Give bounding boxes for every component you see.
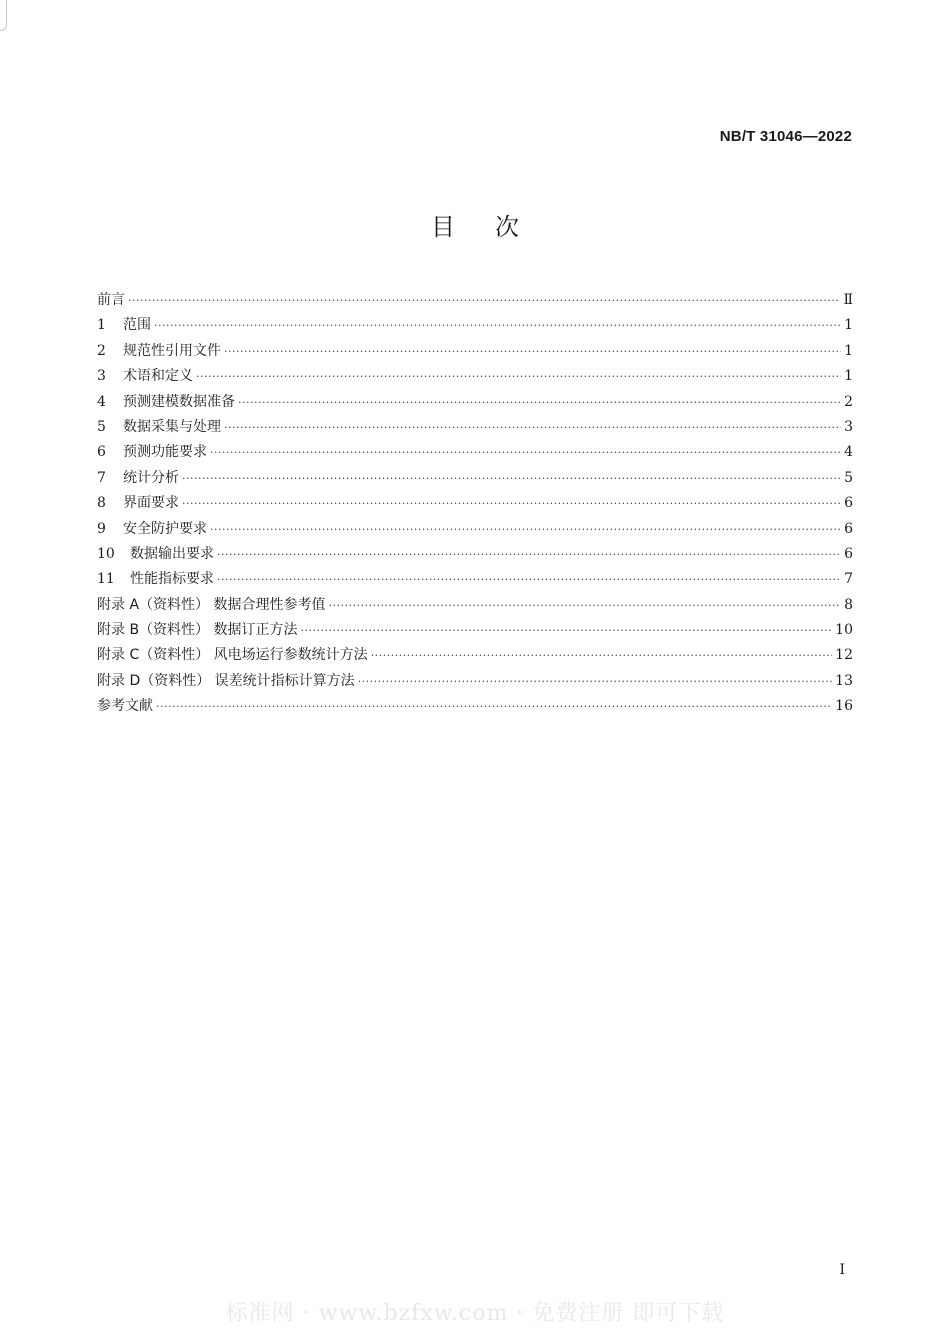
toc-entry-number: 11 [97,571,115,588]
toc-entry-label: 数据输出要求 [130,545,214,562]
toc-entry[interactable] [97,491,853,516]
toc-entry-page: 1 [844,342,853,359]
toc-entry-page: 13 [835,672,853,689]
toc-entry[interactable] [97,643,853,668]
toc-entry-label: 预测建模数据准备 [123,393,235,410]
toc-dot-leader [196,364,841,389]
table-of-contents [97,288,853,720]
toc-entry-page: 7 [844,571,853,588]
toc-entry[interactable] [97,567,853,592]
toc-entry-page: 10 [835,622,853,639]
toc-entry-label: 界面要求 [123,495,179,512]
toc-entry-label: 范围 [123,317,151,334]
toc-entry-label: 统计分析 [123,469,179,486]
toc-entry-page: 3 [844,418,853,435]
toc-entry-number: 2 [97,342,106,359]
toc-entry-number: 8 [97,495,106,512]
toc-dot-leader [128,288,840,313]
toc-entry[interactable] [97,440,853,465]
toc-entry[interactable] [97,694,853,719]
toc-dot-leader [371,643,832,668]
toc-entry-page: Ⅱ [843,292,853,308]
toc-entry-page: 8 [844,596,853,613]
page-number: I [839,1262,845,1278]
toc-entry-label: 附录 A（资料性） 数据合理性参考值 [97,596,326,613]
toc-dot-leader [156,694,832,719]
toc-entry[interactable] [97,669,853,694]
toc-entry-number: 7 [97,469,106,486]
toc-entry-number: 9 [97,520,106,537]
toc-dot-leader [182,466,841,491]
toc-dot-leader [238,390,841,415]
toc-dot-leader [328,593,841,618]
toc-entry-number: 4 [97,393,106,410]
toc-entry-label: 安全防护要求 [123,520,207,537]
toc-dot-leader [224,415,841,440]
toc-entry[interactable] [97,542,853,567]
scan-corner-mark [0,0,7,31]
toc-entry-number: 3 [97,368,106,385]
page-title: 目次 [431,213,559,241]
toc-entry-number: 5 [97,418,106,435]
footer-watermark: 标准网 · www.bzfxw.com · 免费注册 即可下载 [225,1301,725,1326]
toc-dot-leader [358,669,832,694]
toc-entry-label: 术语和定义 [123,368,193,385]
toc-entry-page: 6 [844,545,853,562]
toc-entry-page: 5 [844,469,853,486]
toc-dot-leader [210,440,841,465]
toc-entry[interactable] [97,618,853,643]
toc-entry[interactable] [97,313,853,338]
toc-entry-page: 1 [844,368,853,385]
toc-dot-leader [217,542,841,567]
toc-dot-leader [182,491,841,516]
toc-entry[interactable] [97,593,853,618]
standard-code: NB/T 31046—2022 [719,128,852,145]
toc-entry[interactable] [97,390,853,415]
toc-entry-label: 前言 [97,292,125,308]
toc-entry-number: 10 [97,545,115,562]
toc-entry-number: 1 [97,317,106,334]
toc-entry[interactable] [97,288,853,313]
toc-dot-leader [154,313,841,338]
toc-entry-page: 2 [844,393,853,410]
toc-entry-label: 数据采集与处理 [123,418,221,435]
toc-entry-page: 12 [835,647,853,664]
toc-entry-label: 参考文献 [97,698,153,715]
toc-entry[interactable] [97,517,853,542]
toc-entry[interactable] [97,364,853,389]
toc-entry-page: 6 [844,495,853,512]
toc-entry[interactable] [97,339,853,364]
toc-entry-page: 6 [844,520,853,537]
toc-entry-label: 附录 D（资料性） 误差统计指标计算方法 [97,672,355,689]
toc-entry[interactable] [97,466,853,491]
toc-dot-leader [217,567,841,592]
toc-entry-label: 附录 B（资料性） 数据订正方法 [97,622,298,639]
toc-dot-leader [301,618,833,643]
toc-entry[interactable] [97,415,853,440]
toc-entry-label: 附录 C（资料性） 风电场运行参数统计方法 [97,647,368,664]
toc-entry-label: 规范性引用文件 [123,342,221,359]
toc-dot-leader [210,517,841,542]
toc-entry-number: 6 [97,444,106,461]
toc-entry-label: 性能指标要求 [130,571,214,588]
toc-entry-label: 预测功能要求 [123,444,207,461]
toc-entry-page: 4 [844,444,853,461]
toc-entry-page: 16 [835,698,853,715]
toc-entry-page: 1 [844,317,853,334]
toc-dot-leader [224,339,841,364]
